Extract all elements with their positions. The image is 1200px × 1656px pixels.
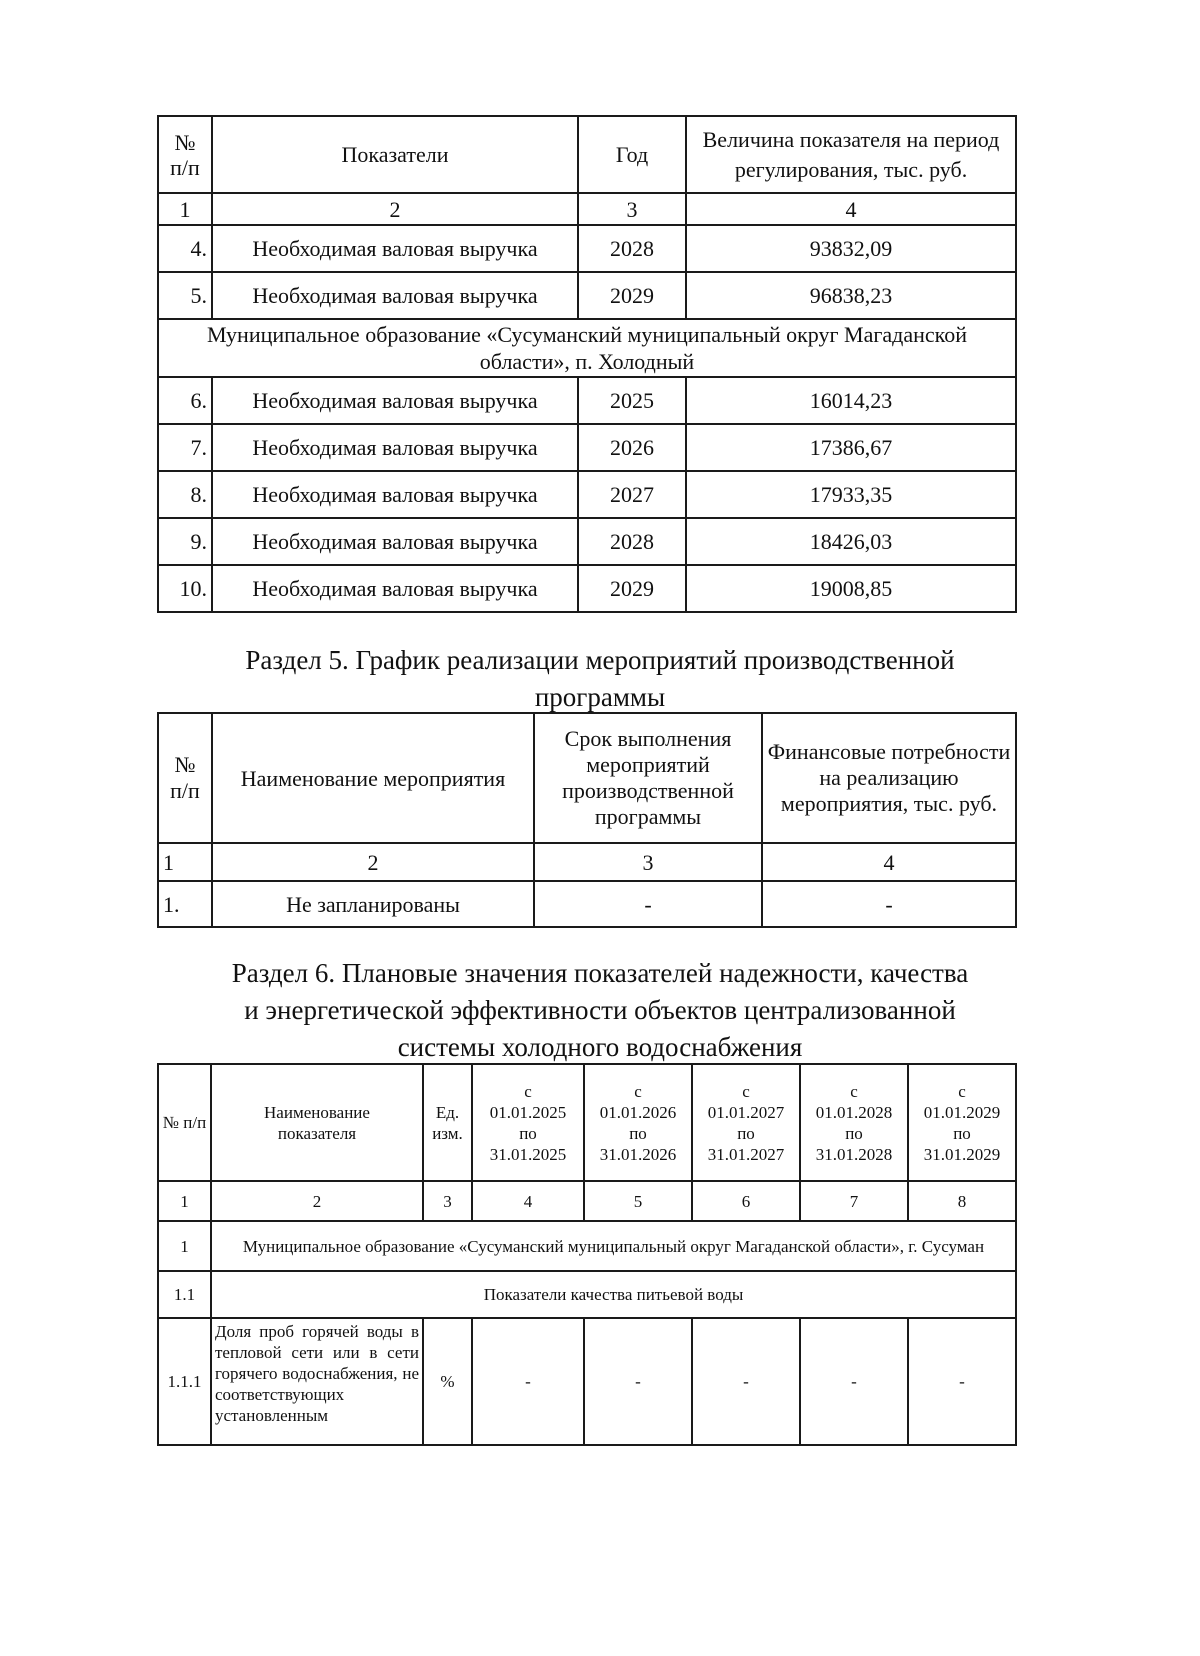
col-number: 1	[158, 193, 212, 225]
header-period-2026: с 01.01.2026 по 31.01.2026	[584, 1064, 692, 1181]
header-indicators: Показатели	[212, 116, 578, 193]
table-header-row	[158, 1064, 1016, 1181]
col-number: 4	[686, 193, 1016, 225]
header-number: № п/п	[158, 116, 212, 193]
column-number-row	[158, 1181, 1016, 1221]
reliability-table	[157, 1063, 1017, 1446]
row-indicator: Необходимая валовая выручка	[212, 518, 578, 565]
row-number: 10.	[158, 565, 212, 612]
col-number: 1	[158, 843, 212, 881]
table-header-row	[158, 713, 1016, 843]
header-period-2029: с 01.01.2029 по 31.01.2029	[908, 1064, 1016, 1181]
table-row	[158, 518, 1016, 565]
row-indicator: Необходимая валовая выручка	[212, 424, 578, 471]
group-row	[158, 319, 1016, 377]
column-number-row	[158, 843, 1016, 881]
row-number: 9.	[158, 518, 212, 565]
col-number: 2	[211, 1181, 423, 1221]
row-term: -	[534, 881, 762, 927]
row-value: 18426,03	[686, 518, 1016, 565]
subgroup-label: Показатели качества питьевой воды	[211, 1271, 1016, 1318]
col-number: 3	[578, 193, 686, 225]
col-number: 8	[908, 1181, 1016, 1221]
row-value: -	[472, 1318, 584, 1445]
header-indicator-name: Наименование показателя	[211, 1064, 423, 1181]
row-number: 4.	[158, 225, 212, 272]
group-number: 1	[158, 1221, 211, 1271]
row-value: 17386,67	[686, 424, 1016, 471]
row-indicator: Необходимая валовая выручка	[212, 471, 578, 518]
table-row	[158, 471, 1016, 518]
row-value: -	[692, 1318, 800, 1445]
row-year: 2025	[578, 377, 686, 424]
column-number-row	[158, 193, 1016, 225]
table-row	[158, 1318, 1016, 1445]
row-value: 93832,09	[686, 225, 1016, 272]
row-unit: %	[423, 1318, 472, 1445]
row-value: -	[800, 1318, 908, 1445]
header-period-2028: с 01.01.2028 по 31.01.2028	[800, 1064, 908, 1181]
row-number: 6.	[158, 377, 212, 424]
section6-title: Раздел 6. Плановые значения показателей надежности, качества и энергетической эффективности объектов централизованной системы холодного водоснабжения	[231, 958, 969, 1062]
group-label: Муниципальное образование «Сусуманский муниципальный округ Магаданской области», п. Холодный	[158, 319, 1016, 377]
section5-title: Раздел 5. График реализации мероприятий производственной программы	[245, 645, 955, 712]
row-value: 16014,23	[686, 377, 1016, 424]
col-number: 2	[212, 193, 578, 225]
table-row	[158, 225, 1016, 272]
col-number: 3	[423, 1181, 472, 1221]
row-indicator: Необходимая валовая выручка	[212, 377, 578, 424]
row-indicator-name: Доля проб горячей воды в тепловой сети или в сети горячего водоснабжения, не соответствующих установленным	[211, 1318, 423, 1445]
table-row	[158, 565, 1016, 612]
row-indicator: Необходимая валовая выручка	[212, 565, 578, 612]
row-number: 5.	[158, 272, 212, 319]
header-year: Год	[578, 116, 686, 193]
row-indicator: Необходимая валовая выручка	[212, 272, 578, 319]
row-value: -	[908, 1318, 1016, 1445]
revenue-table	[157, 115, 1017, 613]
table-row	[158, 424, 1016, 471]
row-number: 7.	[158, 424, 212, 471]
row-year: 2027	[578, 471, 686, 518]
row-number: 8.	[158, 471, 212, 518]
row-year: 2028	[578, 225, 686, 272]
table-row	[158, 272, 1016, 319]
header-term: Срок выполнения мероприятий производственной программы	[534, 713, 762, 843]
table-header-row	[158, 116, 1016, 193]
header-number: № п/п	[158, 1064, 211, 1181]
col-number: 4	[762, 843, 1016, 881]
row-year: 2028	[578, 518, 686, 565]
header-period-2025: с 01.01.2025 по 31.01.2025	[472, 1064, 584, 1181]
table-row	[158, 881, 1016, 927]
row-indicator: Необходимая валовая выручка	[212, 225, 578, 272]
col-number: 5	[584, 1181, 692, 1221]
row-year: 2029	[578, 565, 686, 612]
group-row	[158, 1221, 1016, 1271]
row-finance: -	[762, 881, 1016, 927]
row-number: 1.	[158, 881, 212, 927]
col-number: 1	[158, 1181, 211, 1221]
row-year: 2026	[578, 424, 686, 471]
col-number: 7	[800, 1181, 908, 1221]
table-row	[158, 377, 1016, 424]
row-value: 17933,35	[686, 471, 1016, 518]
header-value: Величина показателя на период регулирования, тыс. руб.	[686, 116, 1016, 193]
row-value: -	[584, 1318, 692, 1445]
row-value: 96838,23	[686, 272, 1016, 319]
col-number: 2	[212, 843, 534, 881]
row-event-name: Не запланированы	[212, 881, 534, 927]
header-event-name: Наименование мероприятия	[212, 713, 534, 843]
row-year: 2029	[578, 272, 686, 319]
subgroup-number: 1.1	[158, 1271, 211, 1318]
header-number: № п/п	[158, 713, 212, 843]
events-table	[157, 712, 1017, 928]
header-unit: Ед. изм.	[423, 1064, 472, 1181]
col-number: 4	[472, 1181, 584, 1221]
col-number: 6	[692, 1181, 800, 1221]
row-number: 1.1.1	[158, 1318, 211, 1445]
header-period-2027: с 01.01.2027 по 31.01.2027	[692, 1064, 800, 1181]
subgroup-row	[158, 1271, 1016, 1318]
row-value: 19008,85	[686, 565, 1016, 612]
header-finance: Финансовые потребности на реализацию мероприятия, тыс. руб.	[762, 713, 1016, 843]
col-number: 3	[534, 843, 762, 881]
group-label: Муниципальное образование «Сусуманский муниципальный округ Магаданской области», г. Сусуман	[211, 1221, 1016, 1271]
